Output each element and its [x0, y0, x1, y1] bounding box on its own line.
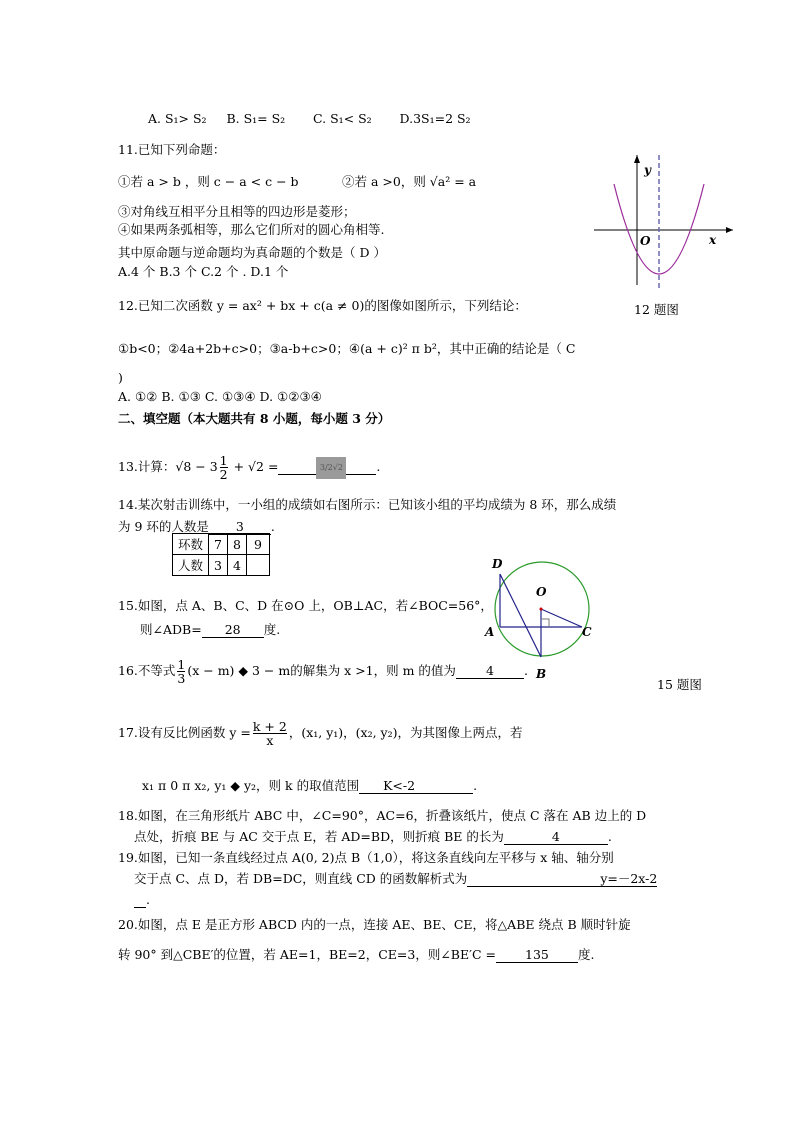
q15-line2 [140, 622, 280, 638]
q17-text: x₁ π 0 π x₂, y₁ ◆ y₂，则 k 的取值范围 [142, 778, 360, 793]
q12-fig-caption: 12 题图 [634, 302, 679, 317]
q19-line1: 19.如图，已知一条直线经过点 A(0, 2)点 B（1,0），将这条直线向左平移与 x 轴、轴分别 [118, 850, 614, 865]
frac-den: x [253, 733, 287, 747]
q20-answer: 135 [496, 948, 578, 963]
q10-option-b: B. S₁= S₂ [226, 111, 286, 126]
label-d: D [492, 557, 503, 571]
q19-blank-tail [134, 893, 146, 908]
q13-blank-left [278, 460, 316, 475]
label-b: B [536, 667, 547, 681]
table-cell: 人数 [173, 555, 209, 576]
x-axis-label: x [709, 233, 717, 247]
q20-line1: 20.如图，点 E 是正方形 ABCD 内的一点，连接 AE、BE、CE，将△ABE 绕点 B 顺时针旋 [118, 917, 631, 932]
section-2-heading: 二、填空题（本大题共有 8 小题，每小题 3 分） [118, 411, 391, 426]
q11-prop1: ①若 a > b ，则 c − a < c − b [118, 174, 299, 189]
q13 [118, 452, 380, 482]
q14-line1: 14.某次射击训练中，一小组的成绩如右图所示：已知该小组的平均成绩为 8 环，那么成绩 [118, 497, 617, 512]
table-cell: 8 [227, 534, 246, 555]
q10-options [148, 111, 471, 127]
q10-option-a: A. S₁> S₂ [148, 111, 207, 126]
frac-den: 3 [177, 671, 186, 686]
center-point [540, 608, 543, 611]
q17-answer: K<-2 [359, 779, 473, 794]
q20-line2 [118, 947, 594, 963]
y-axis-label: y [644, 163, 651, 177]
right-angle-mark [541, 619, 549, 627]
x-axis-arrow-icon [726, 227, 733, 233]
q17-prefix: 17.设有反比例函数 y = [118, 725, 251, 740]
table-row [173, 555, 270, 576]
q17-suffix: ，(x₁, y₁)，(x₂, y₂)，为其图像上两点，若 [288, 725, 523, 740]
q15-line1: 15.如图，点 A、B、C、D 在⊙O 上，OB⊥AC，若∠BOC=56°， [118, 598, 493, 613]
q10-option-d: D.3S₁=2 S₂ [399, 111, 471, 126]
q11-prop4: ④如果两条弧相等，那么它们所对的圆心角相等. [118, 222, 385, 237]
q14-text: 为 9 环的人数是 [118, 519, 209, 534]
table-cell: 4 [227, 555, 246, 576]
q15-fig-caption: 15 题图 [657, 677, 702, 692]
label-o: O [536, 585, 547, 599]
q12-close: ) [118, 370, 123, 385]
label-c: C [582, 625, 592, 639]
q15-answer: 28 [202, 623, 264, 638]
q15-text: 则∠ADB= [140, 622, 202, 637]
q16-fraction [177, 658, 185, 685]
q12-stem: 12.已知二次函数 y = ax² + bx + c(a ≠ 0)的图像如图所示，下列结论： [118, 298, 527, 313]
origin-label: O [640, 234, 651, 248]
q12-conclusions: ①b<0；②4a+2b+c>0；③a-b+c>0；④(a + c)² π b²，其中正确的结论是（ C [118, 341, 576, 356]
segment-db [500, 574, 541, 657]
q17-end: . [473, 778, 478, 793]
q13-fraction [220, 454, 228, 481]
frac-den: 2 [219, 467, 228, 482]
frac-num: 1 [177, 657, 186, 672]
q11-options: A.4 个 B.3 个 C.2 个 . D.1 个 [118, 264, 289, 279]
q18-answer: 4 [504, 830, 608, 845]
q16-mid: (x − m) ◆ 3 − m的解集为 x >1，则 m 的值为 [187, 663, 456, 678]
q15-end: 度. [263, 622, 281, 637]
q17-fraction [253, 720, 287, 747]
q16-end: . [523, 663, 528, 678]
score-table [172, 533, 270, 576]
q19-end: . [146, 892, 150, 907]
table-cell: 7 [209, 534, 228, 555]
table-cell [246, 555, 269, 576]
q18-text: 点处，折痕 BE 与 AC 交于点 E，若 AD=BD，则折痕 BE 的长为 [134, 829, 504, 844]
frac-num: 1 [219, 453, 228, 468]
q18-end: . [607, 829, 612, 844]
q11-prop2: ②若 a >0，则 √a² = a [342, 174, 477, 189]
q13-blank-right [346, 460, 376, 475]
q16-answer: 4 [456, 664, 524, 679]
table-cell: 3 [209, 555, 228, 576]
y-axis-arrow-icon [634, 155, 640, 163]
q19-line2 [134, 871, 657, 887]
table-cell: 环数 [173, 534, 209, 555]
parabola-figure [590, 150, 740, 300]
table-cell: 9 [246, 534, 269, 555]
q11-question: 其中原命题与逆命题均为真命题的个数是（ D ） [118, 245, 386, 260]
segment-oc [541, 609, 582, 627]
q11-prop3: ③对角线互相平分且相等的四边形是菱形； [118, 204, 356, 219]
q19-line3 [134, 892, 150, 908]
q12-options: A. ①② B. ①③ C. ①③④ D. ①②③④ [118, 389, 322, 404]
q13-suffix: + √2 = [233, 459, 279, 474]
q20-text: 转 90° 到△CBE′的位置，若 AE=1，BE=2，CE=3，则∠BE′C = [118, 947, 496, 962]
q18-line2 [134, 829, 612, 845]
q19-text: 交于点 C、点 D，若 DB=DC，则直线 CD 的函数解析式为 [134, 871, 468, 886]
q18-line1: 18.如图，在三角形纸片 ABC 中，∠C=90°，AC=6，折叠该纸片，使点 C 落在 AB 边上的 D [118, 808, 647, 823]
q19-answer: y=－2x-2 [467, 872, 657, 887]
q20-end: 度. [577, 947, 595, 962]
q14-end: . [270, 519, 275, 534]
q14-answer: 3 [209, 520, 271, 535]
table-row [173, 534, 270, 555]
q13-prefix: 13.计算：√8 − 3 [118, 459, 218, 474]
q13-end: . [376, 459, 381, 474]
q17-line1 [118, 718, 523, 748]
q11-title: 11.已知下列命题： [118, 142, 226, 157]
q10-option-c: C. S₁< S₂ [313, 111, 372, 126]
q16-prefix: 16.不等式 [118, 663, 176, 678]
q17-line2 [142, 778, 477, 794]
q16 [118, 656, 528, 686]
label-a: A [485, 625, 495, 639]
frac-num: k + 2 [252, 719, 287, 734]
q13-answer-image: 3/2√2 [316, 457, 346, 479]
